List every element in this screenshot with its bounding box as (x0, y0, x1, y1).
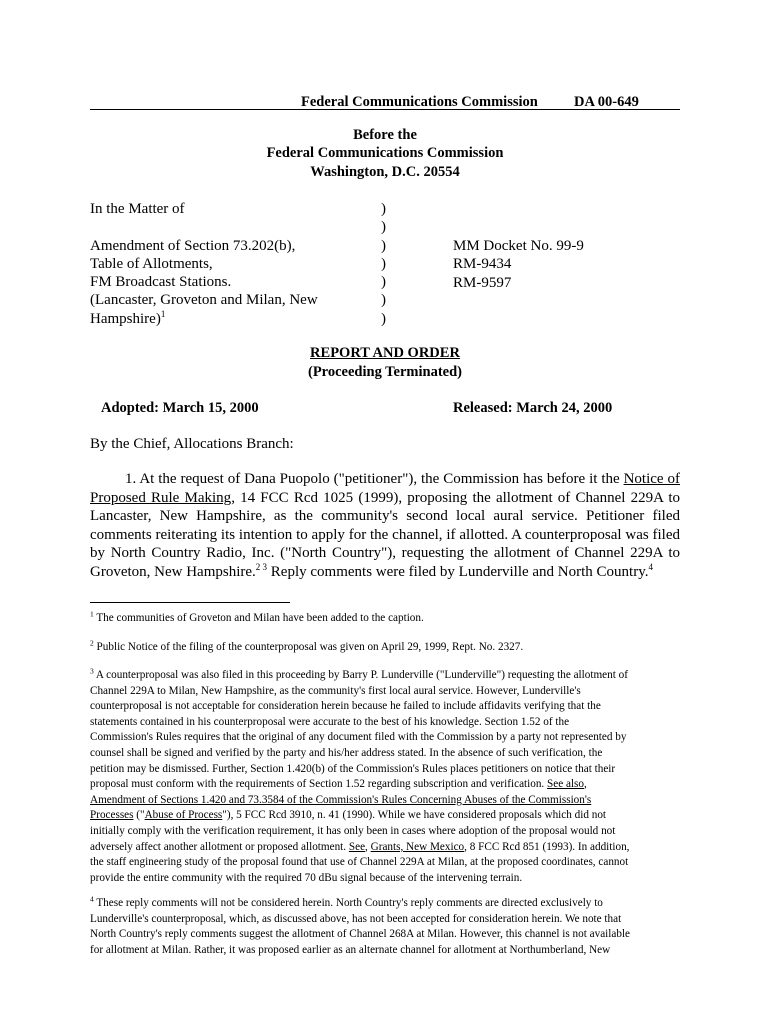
footnote-text: Public Notice of the filing of the counterproposal was given on April 29, 1999, Rept. No. 2327. (93, 641, 524, 653)
footnote-line (90, 777, 690, 793)
footnote-line: for allotment at Milan. Rather, it was proposed earlier as an alternate channel for allotment at Northumberland, New (90, 943, 611, 956)
footnote-4 (90, 896, 690, 958)
para-line: Lancaster, New Hampshire, as the community's second local aural service. Petitioner filed (90, 508, 680, 525)
footnote-mark: 1 (90, 609, 94, 619)
paren: ) (381, 292, 386, 309)
footnote-line: petition may be dismissed. Further, Section 1.420(b) of the Commission's Rules places petitioners on notice that their (90, 762, 616, 775)
caption-line: FM Broadcast Stations. (90, 274, 232, 291)
footnote-line: initially comply with the verification requirement, it has only been in cases where adoption of the proposal would not (90, 824, 616, 837)
footnote-1 (90, 611, 690, 627)
footnote-line: Channel 229A to Milan, New Hampshire, as the community's first local aural service. However, Lunderville's (90, 684, 581, 697)
paren: ) (381, 237, 386, 254)
para-line (90, 563, 680, 582)
footnote-text: , (584, 778, 587, 791)
docket-number: RM-9434 (453, 256, 512, 273)
footnote-line: North Country's reply comments suggest the allotment of Channel 268A at Milan. However, this channel is not available (90, 928, 631, 941)
footnote-2 (90, 640, 690, 656)
citation-grants: Grants, New Mexico (370, 840, 465, 853)
citation-abuse-of-process: Amendment of Sections 1.420 and 73.3584 of the Commission's Rules Concerning Abuses of the Commission's (90, 793, 592, 806)
paren: ) (381, 219, 386, 236)
para-text: Groveton, New Hampshire. (90, 563, 256, 580)
caption-line: In the Matter of (90, 201, 185, 217)
footnote-text: A counterproposal was also filed in this proceeding by Barry P. Lunderville ("Lunderville") requesting the allotment of (93, 669, 628, 681)
para-line (90, 470, 680, 489)
footnote-text: The communities of Groveton and Milan have been added to the caption. (93, 612, 424, 624)
footnote-mark: 3 (90, 666, 94, 676)
title-before-the: Before the (353, 127, 417, 143)
para-text: Reply comments were filed by Lunderville and North Country. (267, 563, 649, 580)
title-location: Washington, D.C. 20554 (310, 164, 460, 180)
footnote-separator (90, 602, 290, 603)
footnote-ref: 2 3 (255, 561, 268, 572)
paren: ) (381, 310, 386, 327)
caption-matter (90, 200, 318, 328)
released-date: Released: March 24, 2000 (453, 400, 613, 416)
footnote-line: the staff engineering study of the proposal found that use of Channel 229A at Milan, at the proposed coordinates, cannot (90, 856, 629, 869)
by-line: By the Chief, Allocations Branch: (90, 436, 294, 452)
footnote-line (90, 840, 690, 856)
citation-text: Processes (90, 809, 134, 822)
citation-signal: See (348, 840, 366, 853)
footnote-ref: 4 (648, 561, 653, 572)
docket-number: MM Docket No. 99-9 (453, 238, 584, 254)
caption-line: Amendment of Section 73.202(b), (90, 237, 296, 254)
footnote-mark: 4 (90, 894, 94, 904)
para-line (90, 489, 680, 508)
footnote-text: proposal must conform with the requirements of Section 1.52 regarding subscription and verification. (90, 778, 548, 791)
footnote-line (90, 611, 690, 627)
citation-nprm: Proposed Rule Making (90, 489, 232, 506)
footnote-3 (90, 668, 690, 886)
title-agency: Federal Communications Commission (266, 145, 504, 161)
footnote-line: counterproposal is not acceptable for consideration herein because he failed to include affidavits verifying that the (90, 700, 601, 713)
footnote-text: , (365, 840, 371, 853)
paren: ) (381, 255, 386, 272)
caption-text: Hampshire) (90, 310, 161, 327)
footnote-text: adversely affect another allotment or proposed allotment. (90, 840, 349, 853)
caption-line: (Lancaster, Groveton and Milan, New (90, 292, 318, 309)
caption-docket-numbers (453, 237, 584, 292)
footnote-line: counsel shall be signed and verified by the party and his/her address stated. In the absence of such verification, the (90, 746, 603, 759)
caption-parentheses (381, 200, 386, 328)
docket-number: RM-9597 (453, 274, 512, 291)
citation-short-name: Abuse of Process (144, 809, 223, 822)
paren: ) (381, 201, 386, 217)
footnote-text: , 8 FCC Rcd 851 (1993). In addition, (464, 840, 630, 853)
header-rule (90, 109, 680, 110)
header-docket-id: DA 00-649 (574, 94, 639, 110)
para-text: , 14 FCC Rcd 1025 (1999), proposing the allotment of Channel 229A to (231, 489, 680, 506)
para-line: comments reiterating its intention to apply for the channel, if allotted. A counterproposal was filed (90, 526, 680, 543)
caption-line (90, 310, 318, 328)
footnote-line (90, 896, 690, 912)
adopted-date: Adopted: March 15, 2000 (101, 400, 259, 416)
citation-notice: Notice of (623, 471, 680, 487)
footnote-line (90, 668, 690, 684)
footnote-line: provide the entire community with the required 70 dBu signal because of the intervening terrain. (90, 871, 523, 884)
footnote-text: "), 5 FCC Rcd 3910, n. 41 (1990). While we have considered proposals which did not (222, 809, 607, 822)
header-agency: Federal Communications Commission (301, 94, 538, 110)
report-title: REPORT AND ORDER (310, 345, 460, 361)
footnote-ref: 1 (160, 308, 166, 319)
report-subtitle: (Proceeding Terminated) (308, 364, 462, 380)
footnote-line: Commission's Rules requires that the original of any document filed with the Commission by a party not represented by (90, 731, 627, 744)
footnote-line: statements contained in his counterproposal were accurate to the best of his knowledge. Section 1.52 of the (90, 715, 570, 728)
paren: ) (381, 274, 386, 291)
footnote-line (90, 808, 690, 824)
para-text: 1. At the request of Dana Puopolo ("petitioner"), the Commission has before it the (125, 471, 624, 487)
footnote-mark: 2 (90, 638, 94, 648)
caption-line (90, 218, 318, 236)
footnote-line: Lunderville's counterproposal, which, as discussed above, has not been accepted for consideration herein. We note that (90, 912, 622, 925)
para-line: by North Country Radio, Inc. ("North Country"), requesting the allotment of Channel 229A to (90, 545, 680, 562)
paragraph-1 (90, 470, 680, 582)
footnote-text: (" (133, 809, 145, 822)
footnote-text: These reply comments will not be considered herein. North Country's reply comments are directed exclusively to (93, 897, 603, 909)
footnote-line (90, 640, 690, 656)
citation-signal: See also (547, 778, 585, 791)
caption-line: Table of Allotments, (90, 255, 213, 272)
